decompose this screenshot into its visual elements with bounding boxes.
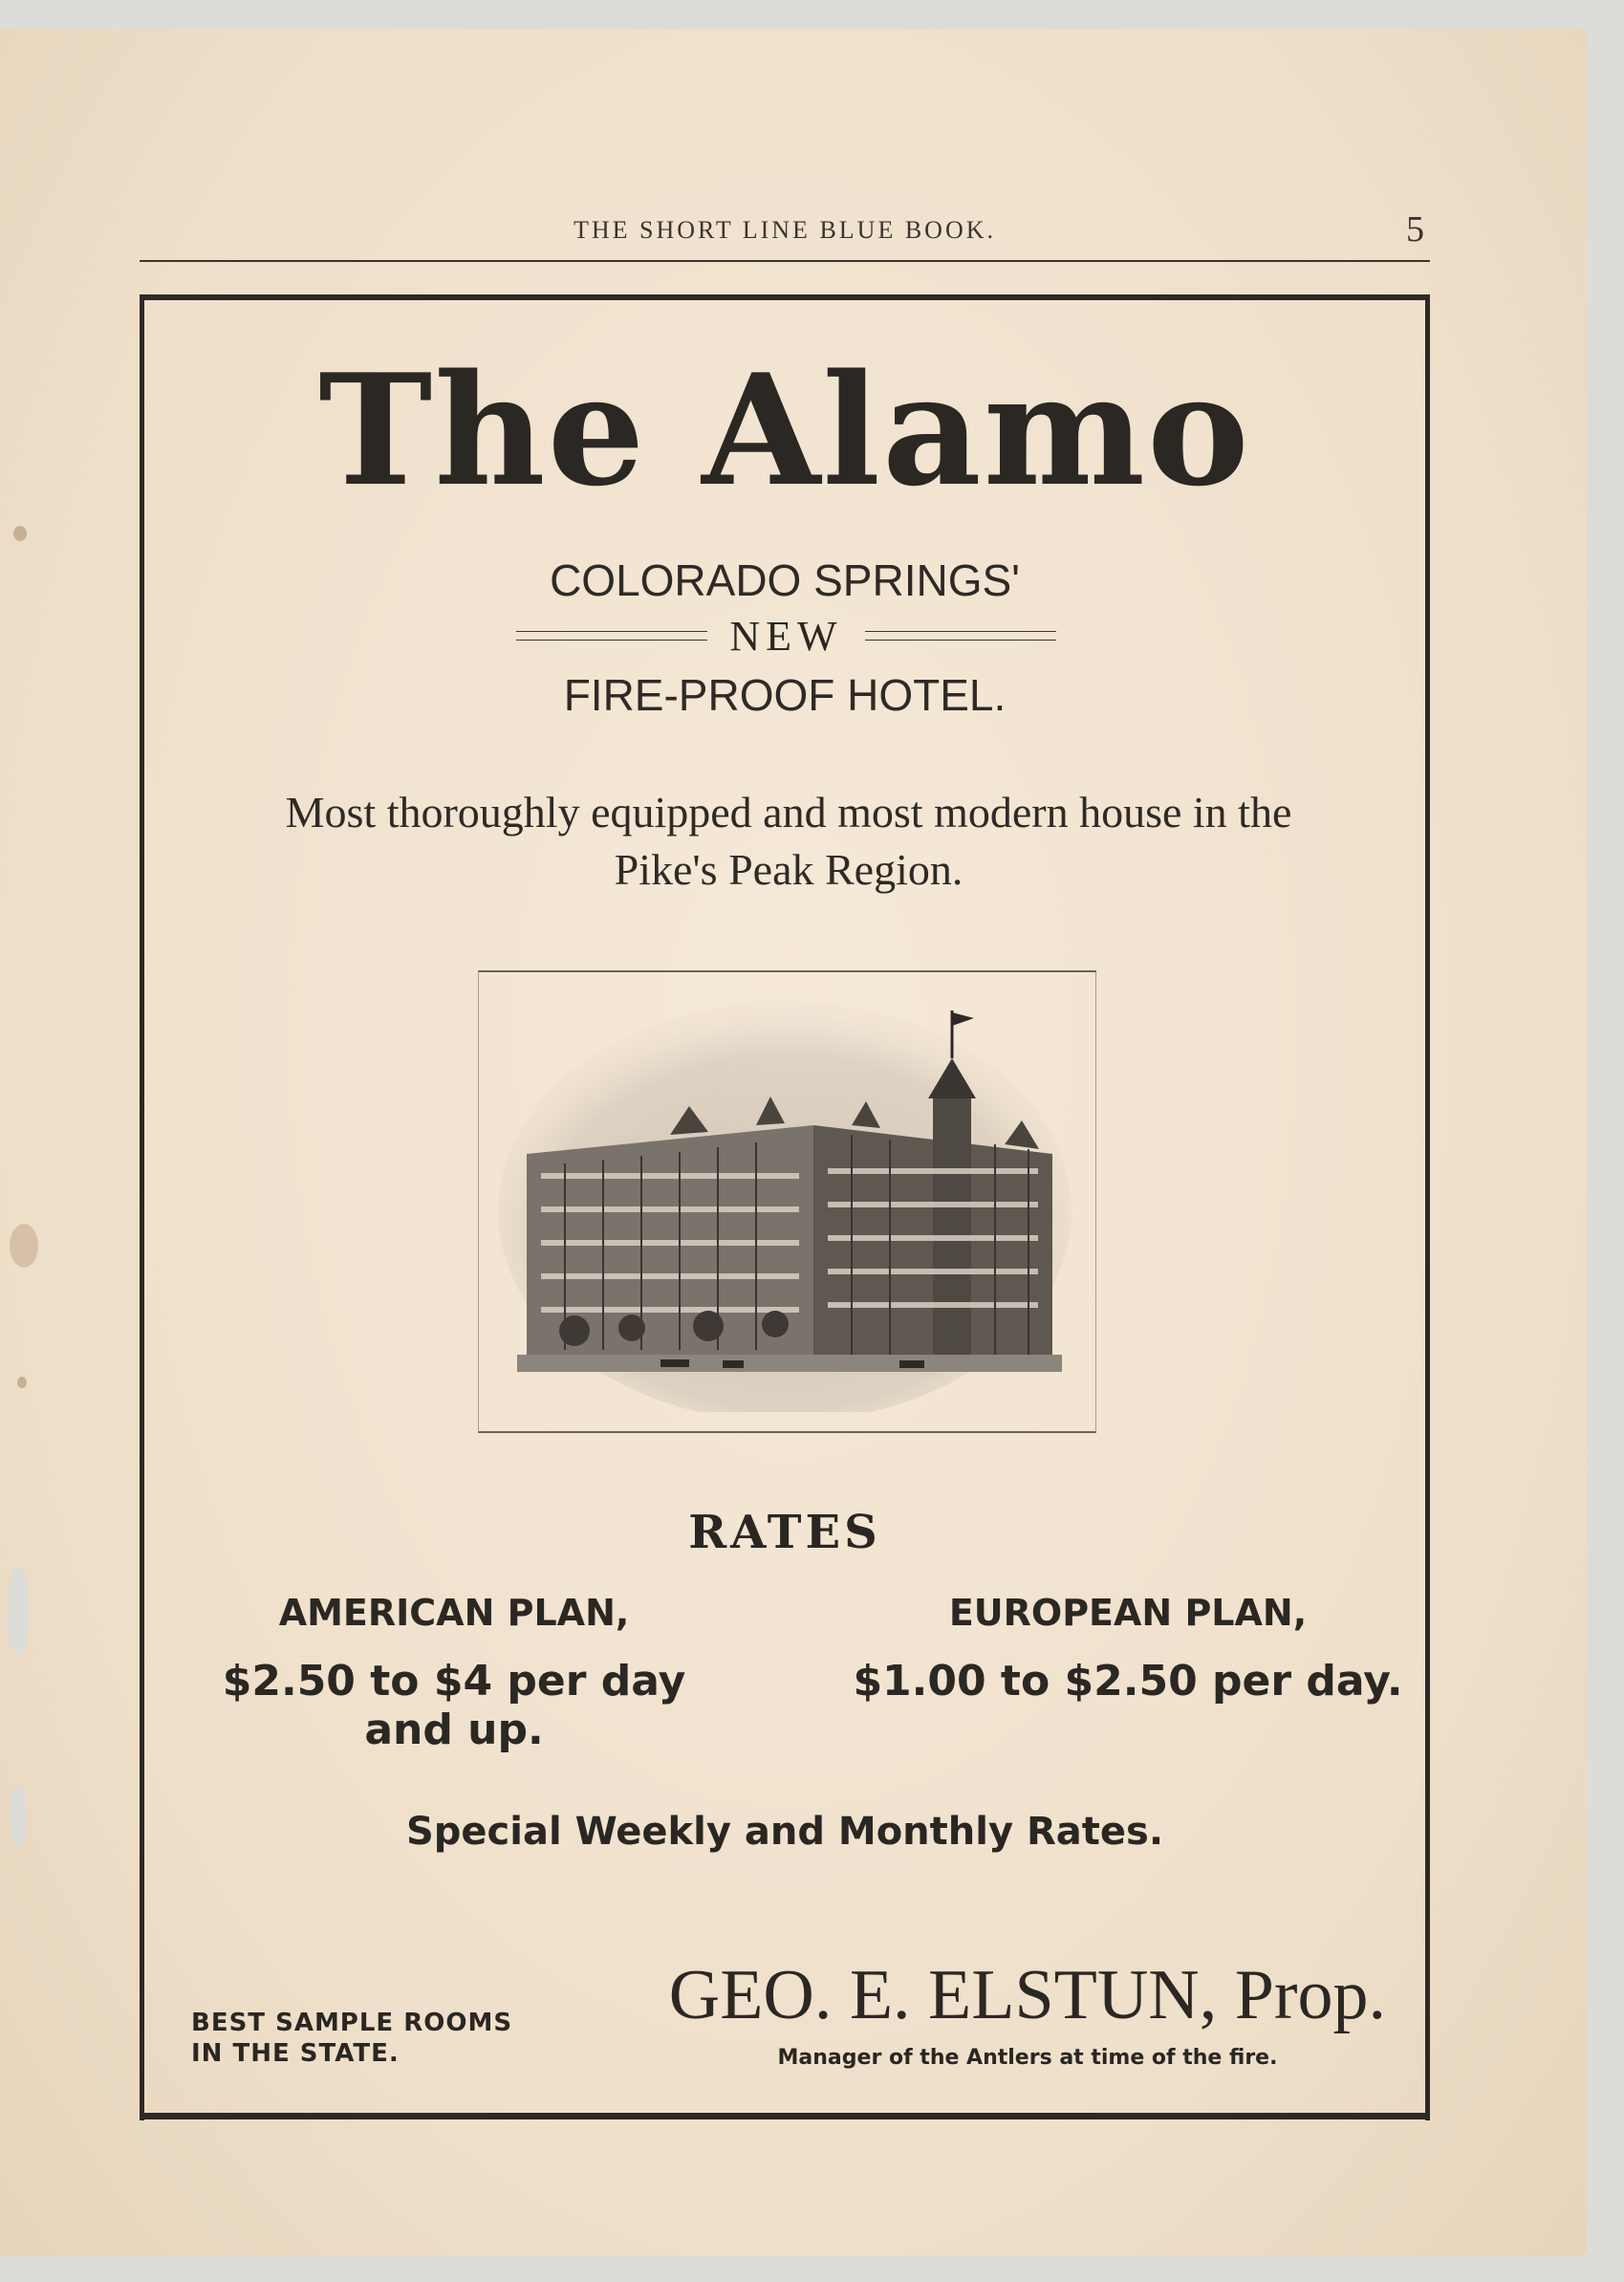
american-plan-name: AMERICAN PLAN,	[278, 1592, 630, 1634]
american-plan-price: $2.50 to $4 per day and up.	[222, 1657, 686, 1754]
subtitle-new-word: NEW	[729, 613, 843, 660]
tagline-line-1: Most thoroughly equipped and most modern house in the	[285, 788, 1292, 837]
special-rates: Special Weekly and Monthly Rates.	[405, 1810, 1164, 1854]
rates-heading: RATES	[688, 1506, 881, 1559]
subtitle-city: COLORADO SPRINGS'	[550, 555, 1020, 605]
sample-rooms-line-1: BEST SAMPLE ROOMS	[191, 2009, 513, 2037]
subtitle-fire-proof: FIRE-PROOF HOTEL.	[563, 670, 1007, 720]
manager-note: Manager of the Antlers at time of the fire.	[777, 2046, 1278, 2070]
european-plan-price: $1.00 to $2.50 per day.	[853, 1657, 1403, 1706]
tagline	[172, 784, 1405, 899]
page-number: 5	[1406, 209, 1424, 250]
running-head	[140, 209, 1430, 262]
sample-rooms-note	[191, 2008, 535, 2069]
bottom-rule	[140, 2113, 1430, 2119]
proprietor-name: GEO. E. ELSTUN, Prop.	[668, 1956, 1386, 2034]
european-plan-name: EUROPEAN PLAN,	[948, 1592, 1308, 1634]
book-title: THE SHORT LINE BLUE BOOK.	[574, 216, 996, 244]
subtitle-new	[516, 612, 1056, 662]
hotel-engraving-icon	[498, 991, 1076, 1412]
sample-rooms-line-2: IN THE STATE.	[191, 2039, 400, 2068]
tagline-line-2: Pike's Peak Region.	[614, 845, 964, 894]
hotel-illustration	[478, 970, 1096, 1433]
advert-title: The Alamo	[318, 340, 1251, 520]
